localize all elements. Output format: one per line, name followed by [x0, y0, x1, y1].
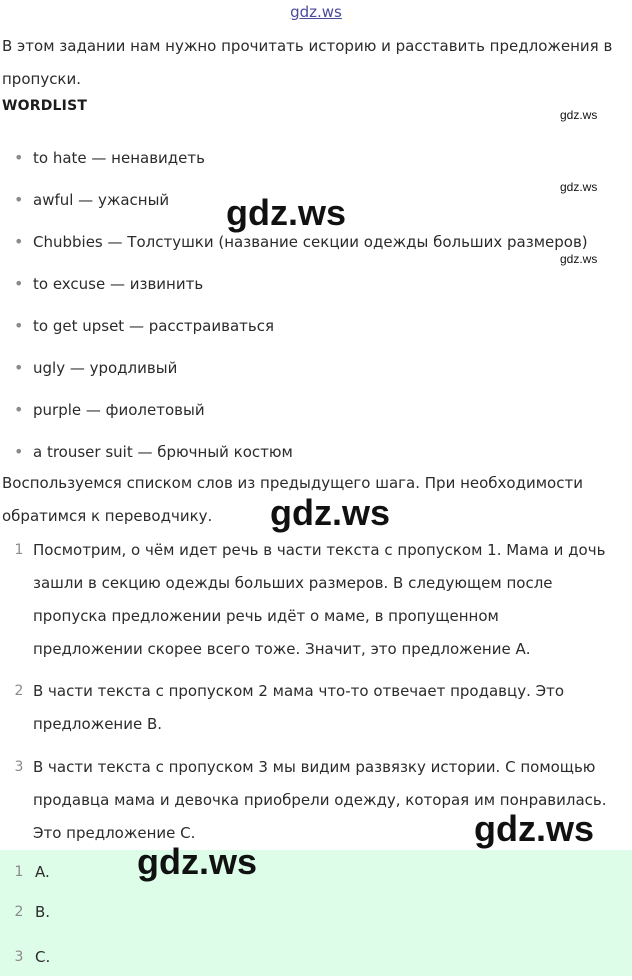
step-text: В части текста с пропуском 3 мы видим развязку истории. С помощью продавца мама и девочка приобрели одежду, которая им понравилась. Это предложение C.: [33, 758, 607, 842]
watermark-large-2: gdz.ws: [270, 492, 391, 533]
list-item-text: ugly — уродливый: [33, 359, 178, 377]
answer-row: [0, 935, 632, 980]
bullet-icon: •: [14, 400, 24, 419]
bullet-icon: •: [14, 190, 24, 209]
header-watermark: gdz.ws: [290, 3, 342, 21]
answer-number: 2: [14, 904, 24, 920]
list-item-text: purple — фиолетовый: [33, 401, 205, 419]
answer-row: [0, 850, 632, 895]
instructions-paragraph: Воспользуемся списком слов из предыдущего шага. При необходимости обратимся к переводчику.: [2, 474, 583, 525]
watermark-small-1: gdz.ws: [560, 108, 598, 122]
watermark-large-3: gdz.ws: [474, 808, 595, 849]
watermark-large-1: gdz.ws: [226, 192, 347, 233]
list-item-text: a trouser suit — брючный костюм: [33, 443, 293, 461]
list-item: [0, 263, 632, 305]
answer-row: [0, 890, 632, 935]
bullet-icon: •: [14, 358, 24, 377]
bullet-icon: •: [14, 442, 24, 461]
step-text: Посмотрим, о чём идет речь в части текста с пропуском 1. Мама и дочь зашли в секцию одежды больших размеров. В следующем после пропуска предложении речь идёт о маме, в пропущенном предложении скорее всего тоже. Значит, это предложение А.: [33, 541, 606, 658]
step-number: 1: [14, 542, 24, 558]
watermark-small-3: gdz.ws: [560, 252, 598, 266]
step-number: 2: [14, 683, 24, 699]
step-text: В части текста с пропуском 2 мама что-то отвечает продавцу. Это предложение B.: [33, 682, 565, 733]
answer-value: A.: [35, 863, 50, 881]
list-item: [0, 305, 632, 347]
bullet-icon: •: [14, 274, 24, 293]
list-item: [0, 347, 632, 389]
intro-text: В этом задании нам нужно прочитать историю и расставить предложения в пропуски.: [2, 37, 613, 88]
answer-box: [0, 850, 632, 976]
answer-number: 1: [14, 864, 24, 880]
bullet-icon: •: [14, 232, 24, 251]
bullet-icon: •: [14, 148, 24, 167]
answer-value: C.: [35, 948, 51, 966]
answer-value: B.: [35, 903, 51, 921]
watermark-small-2: gdz.ws: [560, 180, 598, 194]
answer-number: 3: [14, 949, 24, 965]
bullet-icon: •: [14, 316, 24, 335]
list-item: [0, 389, 632, 431]
list-item-text: to excuse — извинить: [33, 275, 204, 293]
list-item: [0, 137, 632, 179]
list-item-text: to hate — ненавидеть: [33, 149, 205, 167]
list-item-text: awful — ужасный: [33, 191, 170, 209]
watermark-large-4: gdz.ws: [137, 841, 258, 882]
list-item-text: Chubbies — Толстушки (название секции одежды больших размеров): [33, 233, 588, 251]
wordlist-title: WORDLIST: [2, 98, 88, 114]
list-item-text: to get upset — расстраиваться: [33, 317, 275, 335]
step-number: 3: [14, 759, 24, 775]
